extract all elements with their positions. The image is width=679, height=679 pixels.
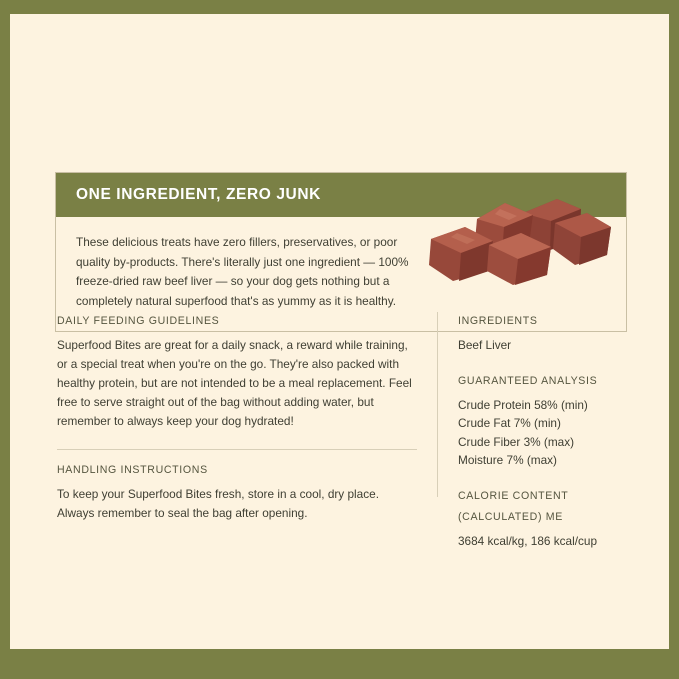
- column-divider: [437, 312, 438, 497]
- left-column: [57, 315, 417, 523]
- guaranteed-analysis-line: Crude Fat 7% (min): [458, 416, 561, 430]
- hero-title: ONE INGREDIENT, ZERO JUNK: [76, 186, 321, 203]
- ingredients-section: [458, 315, 633, 355]
- hero-header: [56, 173, 626, 217]
- guaranteed-analysis-line: Crude Fiber 3% (max): [458, 434, 575, 449]
- hero-paragraph: These delicious treats have zero fillers, preservatives, or poor quality by-products. There's literally just one ingredient — 100% freeze-dried raw beef liver — so your dog gets nothing but a completely natural superfood that's as yummy as it is healthy.: [76, 235, 409, 308]
- calorie-content-section: [458, 490, 633, 551]
- handling-instructions-body: To keep your Superfood Bites fresh, store in a cool, dry place. Always remember to seal the bag after opening.: [57, 487, 379, 520]
- right-border-rail: [669, 14, 679, 649]
- top-border-band: [0, 0, 679, 14]
- guaranteed-analysis-line: Moisture 7% (max): [458, 453, 557, 467]
- calorie-content-line: 3684 kcal/kg, 186 kcal/cup: [458, 533, 598, 548]
- guaranteed-analysis-line: Crude Protein 58% (min): [458, 397, 588, 412]
- guaranteed-analysis-heading: GUARANTEED ANALYSIS: [458, 374, 598, 387]
- hero-panel: [55, 172, 627, 332]
- left-border-rail: [0, 14, 10, 649]
- ingredients-heading: INGREDIENTS: [458, 315, 538, 327]
- feeding-guidelines-section: [57, 315, 417, 431]
- ingredients-line: Beef Liver: [458, 338, 512, 352]
- handling-instructions-section: [57, 464, 417, 523]
- right-column: [458, 315, 633, 570]
- handling-instructions-heading: HANDLING INSTRUCTIONS: [57, 464, 208, 476]
- calorie-content-subheading: (CALCULATED) ME: [458, 510, 563, 523]
- calorie-content-heading: CALORIE CONTENT: [458, 489, 569, 502]
- guaranteed-analysis-section: [458, 375, 633, 470]
- hero-body: [56, 217, 626, 331]
- bottom-border-band: [0, 649, 679, 679]
- feeding-guidelines-heading: DAILY FEEDING GUIDELINES: [57, 315, 220, 327]
- feeding-guidelines-body: Superfood Bites are great for a daily snack, a reward while training, or a special treat when you're on the go. They're also packed with healthy protein, but are not intended to be a meal replacement. Feel free to serve straight out of the bag without adding water, but remember to always keep your dog hydrated!: [57, 338, 412, 428]
- section-rule: [57, 449, 417, 450]
